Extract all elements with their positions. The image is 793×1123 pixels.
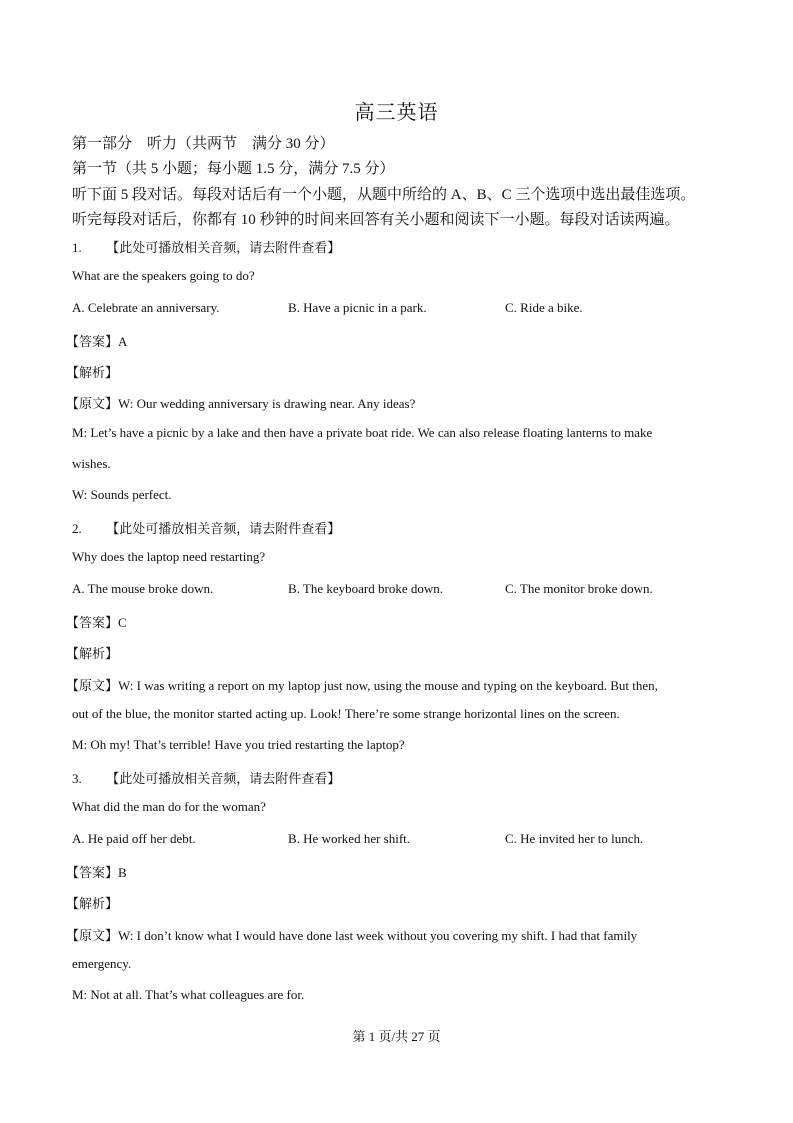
answer-label: 【答案】 xyxy=(66,334,119,349)
option-a: A. He paid off her debt. xyxy=(72,831,196,846)
transcript-line xyxy=(66,925,637,944)
section-part-heading: 第一部分 听力（共两节 满分 30 分） xyxy=(72,136,335,152)
option-c: C. The monitor broke down. xyxy=(505,581,653,596)
audio-note: 【此处可播放相关音频，请去附件查看】 xyxy=(106,521,341,536)
transcript-line: wishes. xyxy=(72,456,111,471)
answer-line xyxy=(66,331,127,350)
analysis-label: 【解析】 xyxy=(66,365,119,380)
option-c: C. Ride a bike. xyxy=(505,300,583,315)
page-title: 高三英语 xyxy=(354,102,439,124)
answer-value: C xyxy=(118,615,127,630)
transcript-text: W: I don’t know what I would have done last week without you covering my shift. I had that family xyxy=(118,928,638,943)
instructions-line-1: 听下面 5 段对话。每段对话后有一个小题，从题中所给的 A、B、C 三个选项中选出最佳选项。 xyxy=(72,187,696,203)
transcript-line xyxy=(66,393,415,412)
question-number: 2. xyxy=(72,521,82,536)
answer-value: A xyxy=(118,334,128,349)
analysis-label: 【解析】 xyxy=(66,646,119,661)
option-a: A. The mouse broke down. xyxy=(72,581,214,596)
transcript-line: M: Oh my! That’s terrible! Have you tried restarting the laptop? xyxy=(72,737,405,752)
original-label: 【原文】 xyxy=(66,396,119,411)
answer-label: 【答案】 xyxy=(66,615,119,630)
answer-line xyxy=(66,862,127,881)
original-label: 【原文】 xyxy=(66,678,119,693)
analysis-label: 【解析】 xyxy=(66,896,119,911)
transcript-line: out of the blue, the monitor started acting up. Look! There’re some strange horizontal lines on the screen. xyxy=(72,706,620,721)
transcript-text: W: Our wedding anniversary is drawing near. Any ideas? xyxy=(118,396,416,411)
option-b: B. Have a picnic in a park. xyxy=(288,300,427,315)
audio-note: 【此处可播放相关音频，请去附件查看】 xyxy=(106,771,341,786)
page-footer: 第 1 页/共 27 页 xyxy=(352,1029,441,1044)
transcript-line: emergency. xyxy=(72,956,132,971)
answer-value: B xyxy=(118,865,127,880)
instructions-line-2: 听完每段对话后，你都有 10 秒钟的时间来回答有关小题和阅读下一小题。每段对话读两遍。 xyxy=(72,212,680,228)
original-label: 【原文】 xyxy=(66,928,119,943)
transcript-line: M: Let’s have a picnic by a lake and then have a private boat ride. We can also release floating lanterns to make xyxy=(72,425,653,440)
question-1-header xyxy=(72,237,340,256)
transcript-line xyxy=(66,675,658,694)
section-subpart-heading: 第一节（共 5 小题；每小题 1.5 分，满分 7.5 分） xyxy=(72,161,395,177)
option-b: B. The keyboard broke down. xyxy=(288,581,444,596)
transcript-line: W: Sounds perfect. xyxy=(72,487,172,502)
question-3-text: What did the man do for the woman? xyxy=(72,799,266,814)
question-1-text: What are the speakers going to do? xyxy=(72,268,255,283)
question-number: 1. xyxy=(72,240,82,255)
answer-label: 【答案】 xyxy=(66,865,119,880)
option-b: B. He worked her shift. xyxy=(288,831,411,846)
question-number: 3. xyxy=(72,771,82,786)
question-2-header xyxy=(72,518,340,537)
audio-note: 【此处可播放相关音频，请去附件查看】 xyxy=(106,240,341,255)
transcript-text: W: I was writing a report on my laptop just now, using the mouse and typing on the keyboard. But then, xyxy=(118,678,658,693)
answer-line xyxy=(66,612,127,631)
question-2-text: Why does the laptop need restarting? xyxy=(72,549,266,564)
option-c: C. He invited her to lunch. xyxy=(505,831,644,846)
question-3-header xyxy=(72,768,340,787)
option-a: A. Celebrate an anniversary. xyxy=(72,300,220,315)
transcript-line: M: Not at all. That’s what colleagues are for. xyxy=(72,987,305,1002)
